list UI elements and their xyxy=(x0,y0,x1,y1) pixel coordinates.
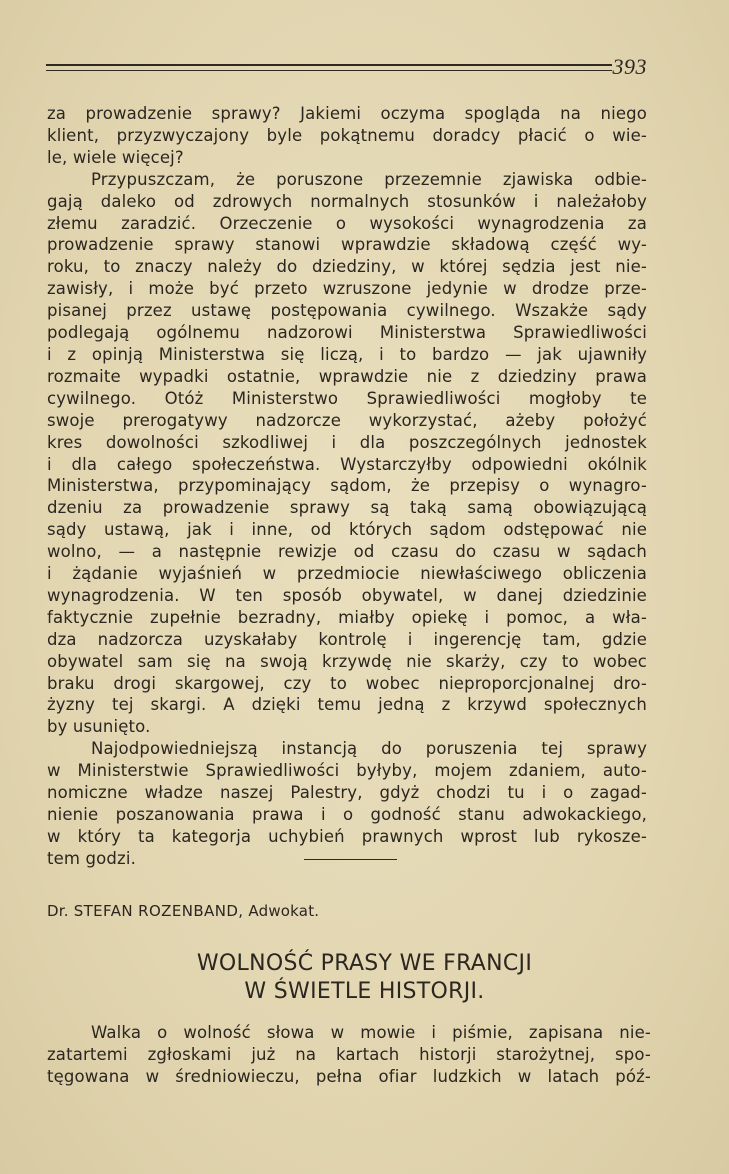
text-line: obywatel sam się na swoją krzywdę nie skarży, czy to wobec xyxy=(47,651,647,671)
text-line: by usunięto. xyxy=(47,717,151,737)
text-line: zawisły, i może być przeto wzruszone jedynie w drodze prze- xyxy=(47,279,647,299)
paragraph-3 xyxy=(47,738,647,869)
text-line: i dla całego społeczeństwa. Wystarczyłby odpowiedni okólnik xyxy=(47,454,647,474)
text-line: prowadzenie sprawy stanowi wprawdzie składową część wy- xyxy=(47,235,647,255)
text-line: sądy ustawą, jak i inne, od których sądom odstępować nie xyxy=(47,520,647,540)
article-title-line-1: WOLNOŚĆ PRASY WE FRANCJI xyxy=(196,951,533,976)
body-text xyxy=(47,103,647,870)
text-line: i żądanie wyjaśnień w przedmiocie niewłaściwego obliczenia xyxy=(47,564,647,584)
text-line: braku drogi skargowej, czy to wobec nieproporcjonalnej dro- xyxy=(47,673,647,693)
text-line: żyzny tej skargi. A dzięki temu jedną z krzywd społecznych xyxy=(47,695,647,715)
paragraph-2 xyxy=(47,169,647,739)
text-line: tęgowana w średniowieczu, pełna ofiar ludzkich w latach póź- xyxy=(47,1066,651,1086)
header-rule xyxy=(46,64,612,71)
author-name: STEFAN ROZENBAND, xyxy=(73,902,244,920)
article-author xyxy=(47,902,319,920)
text-line: cywilnego. Otóż Ministerstwo Sprawiedliwości mogłoby te xyxy=(47,388,647,408)
text-line: nomiczne władze naszej Palestry, gdyż chodzi tu i o zagad- xyxy=(47,783,647,803)
text-line: Walka o wolność słowa w mowie i piśmie, zapisana nie- xyxy=(91,1023,651,1042)
text-line: gają daleko od zdrowych normalnych stosunków i należałoby xyxy=(47,191,647,211)
section-separator xyxy=(304,859,397,860)
text-line: dza nadzorcza uzyskałaby kontrolę i ingerencję tam, gdzie xyxy=(47,629,647,649)
text-line: roku, to znaczy należy do dziedziny, w której sędzia jest nie- xyxy=(47,257,647,277)
article-text xyxy=(47,1022,651,1088)
text-line: wolno, — a następnie rewizje od czasu do czasu w sądach xyxy=(47,542,647,562)
text-line: faktycznie zupełnie bezradny, miałby opiekę i pomoc, a wła- xyxy=(47,607,647,627)
page-number: 393 xyxy=(612,54,647,79)
text-line: w Ministerstwie Sprawiedliwości byłyby, mojem zdaniem, auto- xyxy=(47,761,647,781)
text-line: klient, przyzwyczajony byle pokątnemu doradcy płacić o wie- xyxy=(47,125,647,145)
text-line: za prowadzenie sprawy? Jakiemi oczyma spogląda na niego xyxy=(47,104,647,123)
text-line: rozmaite wypadki ostatnie, wprawdzie nie z dziedziny prawa xyxy=(47,366,647,386)
author-title: Adwokat. xyxy=(248,902,320,920)
text-line: swoje prerogatywy nadzorcze wykorzystać, ażeby położyć xyxy=(47,410,647,430)
text-line: wynagrodzenia. W ten sposób obywatel, w danej dziedzinie xyxy=(47,585,647,605)
text-line: zatartemi zgłoskami już na kartach historji starożytnej, spo- xyxy=(47,1044,651,1064)
author-prefix: Dr. xyxy=(47,902,69,920)
text-line: tem godzi. xyxy=(47,848,136,868)
text-line: złemu zaradzić. Orzeczenie o wysokości wynagrodzenia za xyxy=(47,213,647,233)
paragraph-1 xyxy=(47,103,647,169)
text-line: i z opinją Ministerstwa się liczą, i to bardzo — jak ujawniły xyxy=(47,344,647,364)
text-line: podlegają ogólnemu nadzorowi Ministerstwa Sprawiedliwości xyxy=(47,323,647,343)
text-line: dzeniu za prowadzenie sprawy są taką samą obowiązującą xyxy=(47,498,647,518)
article-title-line-2: W ŚWIETLE HISTORJI. xyxy=(244,979,485,1004)
text-line: pisanej przez ustawę postępowania cywilnego. Wszakże sądy xyxy=(47,301,647,321)
text-line: kres dowolności szkodliwej i dla poszczególnych jednostek xyxy=(47,432,647,452)
text-line: Najodpowiedniejszą instancją do poruszenia tej sprawy xyxy=(91,739,647,759)
text-line: Przypuszczam, że poruszone przezemnie zjawiska odbie- xyxy=(91,169,647,189)
text-line: nienie poszanowania prawa i o godność stanu adwokackiego, xyxy=(47,805,647,824)
text-line: le, wiele więcej? xyxy=(47,147,184,167)
text-line: Ministerstwa, przypominający sądom, że przepisy o wynagro- xyxy=(47,476,647,496)
text-line: w który ta kategorja uchybień prawnych wprost lub rykosze- xyxy=(47,826,647,846)
